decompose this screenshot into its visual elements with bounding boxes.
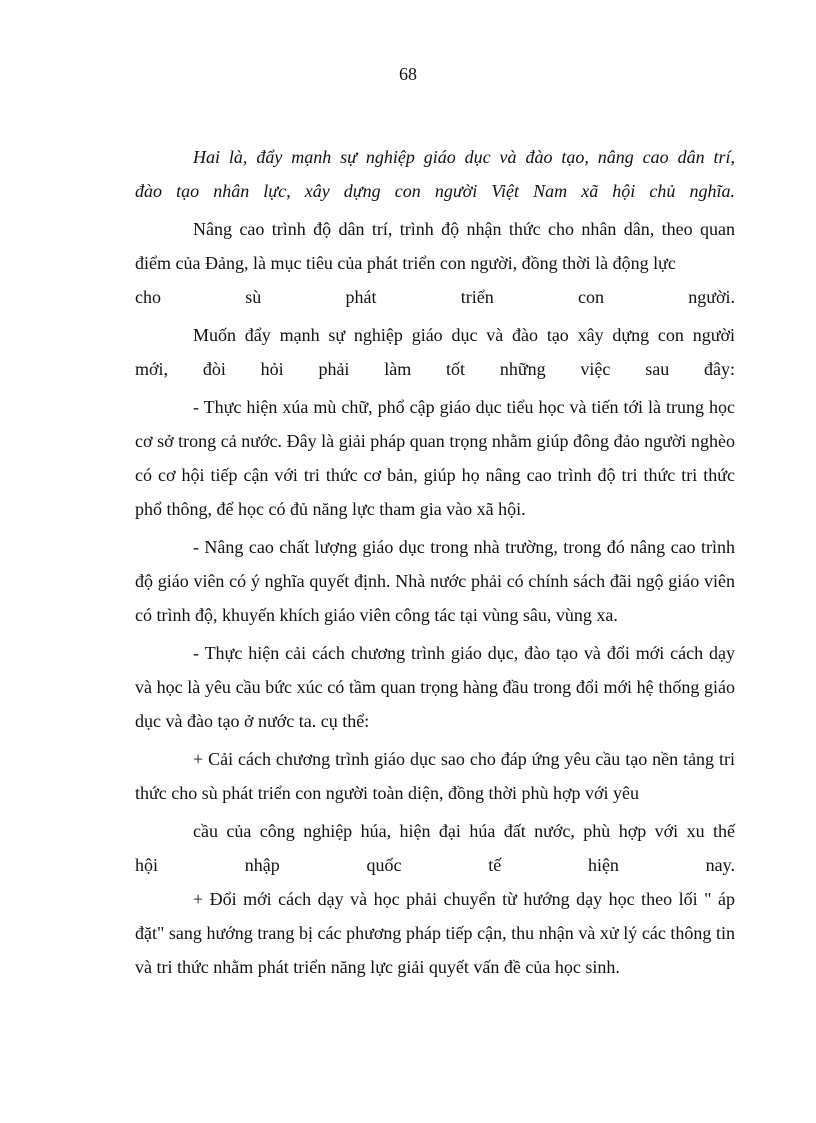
document-body (135, 140, 735, 984)
paragraph-muon-day-manh-last-line: mới, đòi hỏi phải làm tốt những việc sau đây: (135, 359, 735, 379)
paragraph-dan-tri-last-line: cho sù phát triển con người. (135, 287, 735, 307)
paragraph-dan-tri: Nâng cao trình độ dân trí, trình độ nhận thức cho nhân dân, theo quan điểm của Đảng, là mục tiêu của phát triển con người, đồng thời là động lực (135, 219, 735, 273)
paragraph-xoa-mu-chu: - Thực hiện xúa mù chữ, phổ cập giáo dục tiểu học và tiến tới là trung học cơ sở trong cả nước. Đây là giải pháp quan trọng nhằm giúp đông đảo người nghèo có cơ hội tiếp cận với tri thức cơ bản, giúp họ nâng cao trình độ tri thức tri thức phổ thông, để học có đủ năng lực tham gia vào xã hội. (135, 397, 735, 519)
list-item-cai-cach-continued: cầu của công nghiệp húa, hiện đại húa đất nước, phù hợp với xu thế (193, 821, 735, 841)
paragraph-chat-luong-giao-duc: - Nâng cao chất lượng giáo dục trong nhà trường, trong đó nâng cao trình độ giáo viên có ý nghĩa quyết định. Nhà nước phải có chính sách đãi ngộ giáo viên có trình độ, khuyến khích giáo viên công tác tại vùng sâu, vùng xa. (135, 537, 735, 625)
paragraph-muon-day-manh: Muốn đẩy mạnh sự nghiệp giáo dục và đào tạo xây dựng con người (193, 325, 735, 345)
paragraph-cai-cach-chuong-trinh: - Thực hiện cải cách chương trình giáo dục, đào tạo và đổi mới cách dạy và học là yêu cầu bức xúc có tầm quan trọng hàng đầu trong đổi mới hệ thống giáo dục và đào tạo ở nước ta. cụ thể: (135, 643, 735, 731)
section-heading-line-1: Hai là, đẩy mạnh sự nghiệp giáo dục và đào tạo, nâng cao dân trí, (193, 147, 735, 167)
list-item-cai-cach-last-line: hội nhập quốc tế hiện nay. (135, 855, 735, 875)
list-item-doi-moi-day-hoc: + Đổi mới cách dạy và học phải chuyển từ hướng dạy học theo lối " áp đặt" sang hướng trang bị các phương pháp tiếp cận, thu nhận và xử lý các thông tin và tri thức nhằm phát triển năng lực giải quyết vấn đề của học sinh. (135, 889, 735, 977)
list-item-cai-cach: + Cải cách chương trình giáo dục sao cho đáp ứng yêu cầu tạo nền tảng tri thức cho sù phát triển con người toàn diện, đồng thời phù hợp với yêu (135, 749, 735, 803)
page-number: 68 (399, 64, 417, 84)
section-heading-line-2: đào tạo nhân lực, xây dựng con người Việt Nam xã hội chủ nghĩa. (135, 181, 735, 201)
